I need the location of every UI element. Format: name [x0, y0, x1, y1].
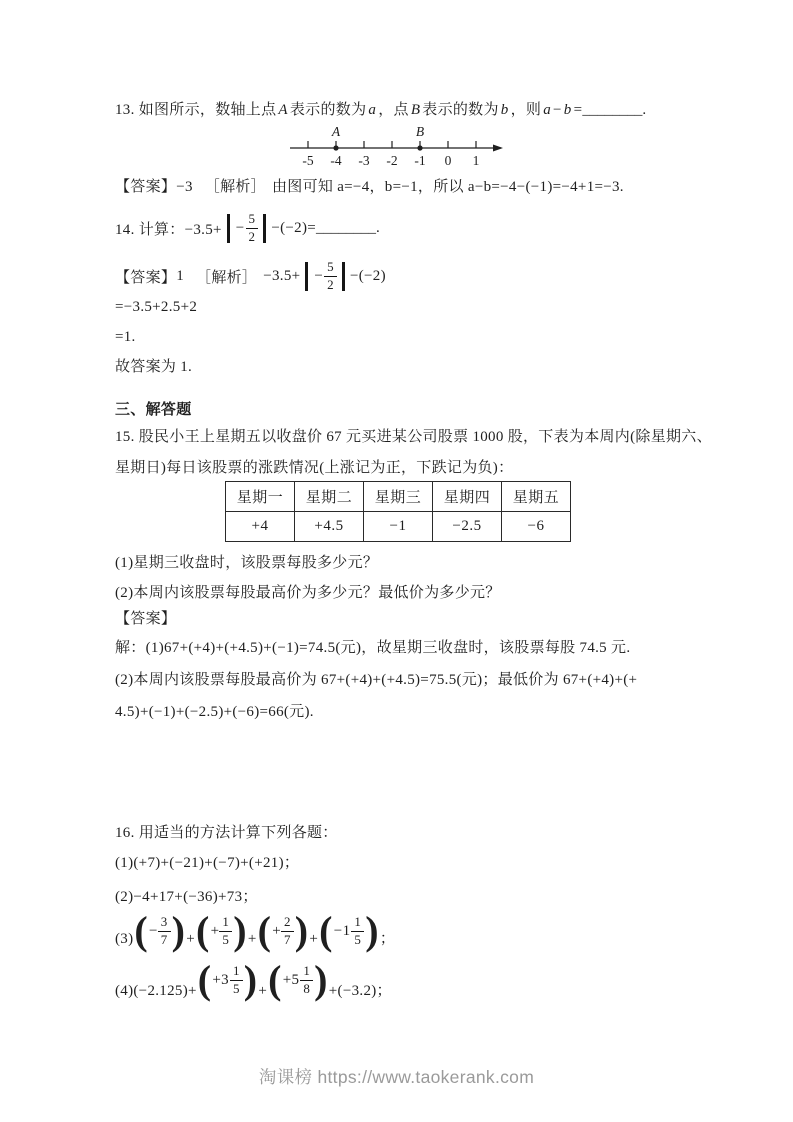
var-a: a [368, 102, 377, 118]
table-value-cell: +4 [226, 512, 295, 542]
table-value-cell: −1 [364, 512, 433, 542]
point-a-label: A [331, 124, 341, 139]
fraction-denominator: 8 [300, 980, 313, 997]
fraction [281, 915, 294, 948]
fraction-numerator: 2 [283, 913, 291, 929]
period: . [642, 102, 647, 118]
big-paren-close: ) [294, 908, 309, 953]
table-header-row [226, 482, 571, 512]
fraction-numerator: 5 [327, 258, 334, 274]
abs-bar-icon [305, 262, 308, 291]
answer-15-line1: 解：(1)67+(+4)+(+4.5)+(−1)=74.5(元)，故星期三收盘时，该股票每股 74.5 元. [115, 640, 631, 656]
answer-label: 【答案】 [115, 269, 177, 286]
question-15-sub1: (1)星期三收盘时，该股票每股多少元？ [115, 555, 379, 571]
term-sign: + [282, 971, 292, 988]
big-paren-open: ( [197, 957, 212, 1002]
big-paren-close: ) [171, 908, 186, 953]
section-3-header: 三、解答题 [115, 402, 192, 418]
question-15-sub2: (2)本周内该股票每股最高价为多少元？最低价为多少元？ [115, 585, 501, 601]
answer-blank: ________ [582, 102, 643, 118]
footer-text: 淘课榜 https://www.taokerank.com [258, 1067, 535, 1087]
fraction-denominator: 2 [246, 228, 259, 245]
question-16-sub1: (1)(+7)+(−21)+(−7)+(+21)； [115, 855, 300, 871]
stock-change-table [225, 481, 571, 542]
big-paren-close: ) [243, 957, 258, 1002]
semicolon: ； [379, 931, 396, 947]
var-B: B [410, 102, 421, 118]
table-value-cell: −6 [502, 512, 571, 542]
tick-label: -5 [302, 153, 314, 168]
table-header-cell: 星期四 [433, 482, 502, 512]
fraction-denominator: 7 [281, 931, 294, 948]
plus-separator: + [186, 931, 195, 947]
table-header-cell: 星期三 [364, 482, 433, 512]
question-14-line [115, 202, 380, 254]
answer-14-step: =−3.5+2.5+2 [115, 299, 198, 315]
big-paren-open: ( [257, 908, 272, 953]
table-value-cell: −2.5 [433, 512, 502, 542]
tick-label: -3 [358, 153, 370, 168]
ans14-prefix: −3.5+ [263, 267, 301, 284]
analysis-label: ［解析］ [196, 269, 258, 286]
fraction [219, 915, 232, 948]
equals-sign: = [573, 102, 583, 118]
q13-part: ，则 [510, 102, 542, 118]
big-paren-close: ) [365, 908, 379, 953]
fraction-numerator: 1 [222, 913, 230, 929]
question-15-line2: 星期日)每日该股票的涨跌情况(上涨记为正，下跌记为负)： [115, 460, 514, 476]
table-header-cell: 星期一 [226, 482, 295, 512]
plus-separator: + [309, 931, 319, 947]
fraction-denominator: 5 [219, 931, 232, 948]
q14-suffix: −(−2)= [271, 219, 317, 236]
tick-label: -4 [330, 153, 342, 168]
fraction [300, 964, 313, 997]
term-whole-number: 3 [221, 971, 229, 988]
question-16-sub3 [115, 906, 395, 956]
big-paren-close: ) [314, 957, 328, 1002]
term-whole-number: 1 [342, 922, 351, 939]
term-sign: + [210, 922, 220, 939]
big-paren-open: ( [319, 908, 333, 953]
big-paren-open: ( [195, 908, 210, 953]
question-15-line1: 15. 股民小王上星期五以收盘价 67 元买进某公司股票 1000 股，下表为本周内(除星期六、 [115, 429, 712, 445]
var-b: b [500, 102, 509, 118]
term-sign: − [333, 922, 343, 939]
answer-15-label: 【答案】 [115, 611, 177, 627]
fraction [246, 212, 259, 245]
tick-label: -1 [414, 153, 426, 168]
big-paren-close: ) [233, 908, 247, 953]
term-sign: + [272, 922, 281, 939]
answer-14-result: =1. [115, 329, 136, 345]
arrow-right-icon [493, 145, 503, 152]
point-a-dot [333, 145, 338, 150]
abs-bar-icon [342, 262, 345, 291]
big-paren-open: ( [268, 957, 282, 1002]
fraction [324, 260, 337, 293]
answer-15-line3: 4.5)+(−1)+(−2.5)+(−6)=66(元). [115, 704, 314, 720]
q13-part: ，点 [378, 102, 409, 118]
fraction-sign: − [235, 219, 245, 236]
question-16-sub2: (2)−4+17+(−36)+73； [115, 889, 258, 905]
answer-blank: ________ [316, 219, 377, 236]
big-paren-open: ( [134, 908, 149, 953]
number-line [288, 124, 516, 170]
period: . [376, 219, 381, 236]
point-b-dot [417, 145, 422, 150]
answer-14-line [115, 252, 386, 300]
var-A: A [278, 102, 288, 118]
fraction-numerator: 1 [354, 913, 362, 929]
question-16-title: 16. 用适当的方法计算下列各题： [115, 825, 338, 841]
q13-part: 表示的数为 [289, 102, 367, 118]
fraction [158, 915, 171, 948]
site-footer [0, 1064, 793, 1089]
plus-separator: + [258, 983, 268, 999]
var-a: a [543, 102, 552, 118]
fraction [230, 964, 243, 997]
var-b: b [563, 102, 572, 118]
plus-separator: + [247, 931, 257, 947]
term-sign: − [149, 922, 158, 939]
table-header-cell: 星期五 [502, 482, 571, 512]
expression-suffix: +(−3.2)； [328, 983, 392, 999]
tick-label: -2 [386, 153, 398, 168]
abs-bar-icon [227, 214, 230, 243]
q14-prefix: 14. 计算：−3.5+ [115, 221, 222, 238]
answer-label: 【答案】 [115, 179, 177, 195]
fraction-denominator: 7 [158, 931, 171, 948]
item-label: (4) [115, 983, 134, 999]
q13-part: 13. 如图所示，数轴上点 [115, 102, 277, 118]
fraction-sign: − [314, 267, 324, 284]
tick-marks [308, 141, 476, 148]
answer-15-line2: (2)本周内该股票每股最高价为 67+(+4)+(+4.5)=75.5(元)；最低价为 67+(+4)+(+ [115, 672, 638, 688]
fraction [351, 915, 364, 948]
fraction-denominator: 2 [324, 276, 337, 293]
term-whole-number: 5 [291, 971, 300, 988]
term-sign: + [212, 971, 222, 988]
question-16-sub4 [115, 952, 392, 1008]
answer-14-conclusion: 故答案为 1. [115, 359, 193, 375]
fraction-denominator: 5 [230, 980, 243, 997]
fraction-denominator: 5 [351, 931, 364, 948]
answer-value: 1 [176, 267, 185, 284]
ans14-suffix: −(−2) [349, 267, 386, 284]
fraction-numerator: 1 [303, 962, 311, 978]
item-label: (3) [115, 931, 134, 947]
fraction-numerator: 3 [160, 913, 168, 929]
tick-label: 0 [444, 153, 452, 168]
q13-part: 表示的数为 [422, 102, 499, 118]
answer-13-line [115, 177, 624, 198]
analysis-text: 由图可知 a=−4，b=−1，所以 a−b=−4−(−1)=−4+1=−3. [271, 179, 624, 195]
analysis-label: ［解析］ [204, 179, 266, 195]
fraction-numerator: 1 [232, 962, 240, 978]
expression-prefix: (−2.125)+ [133, 983, 197, 999]
question-13-text [115, 100, 646, 121]
fraction-numerator: 5 [248, 210, 256, 226]
point-b-label: B [415, 124, 425, 139]
minus-sign: − [553, 102, 562, 118]
table-value-cell: +4.5 [295, 512, 364, 542]
table-header-cell: 星期二 [295, 482, 364, 512]
tick-label: 1 [472, 153, 480, 168]
table-value-row [226, 512, 571, 542]
answer-value: −3 [176, 179, 193, 195]
abs-bar-icon [263, 214, 266, 243]
